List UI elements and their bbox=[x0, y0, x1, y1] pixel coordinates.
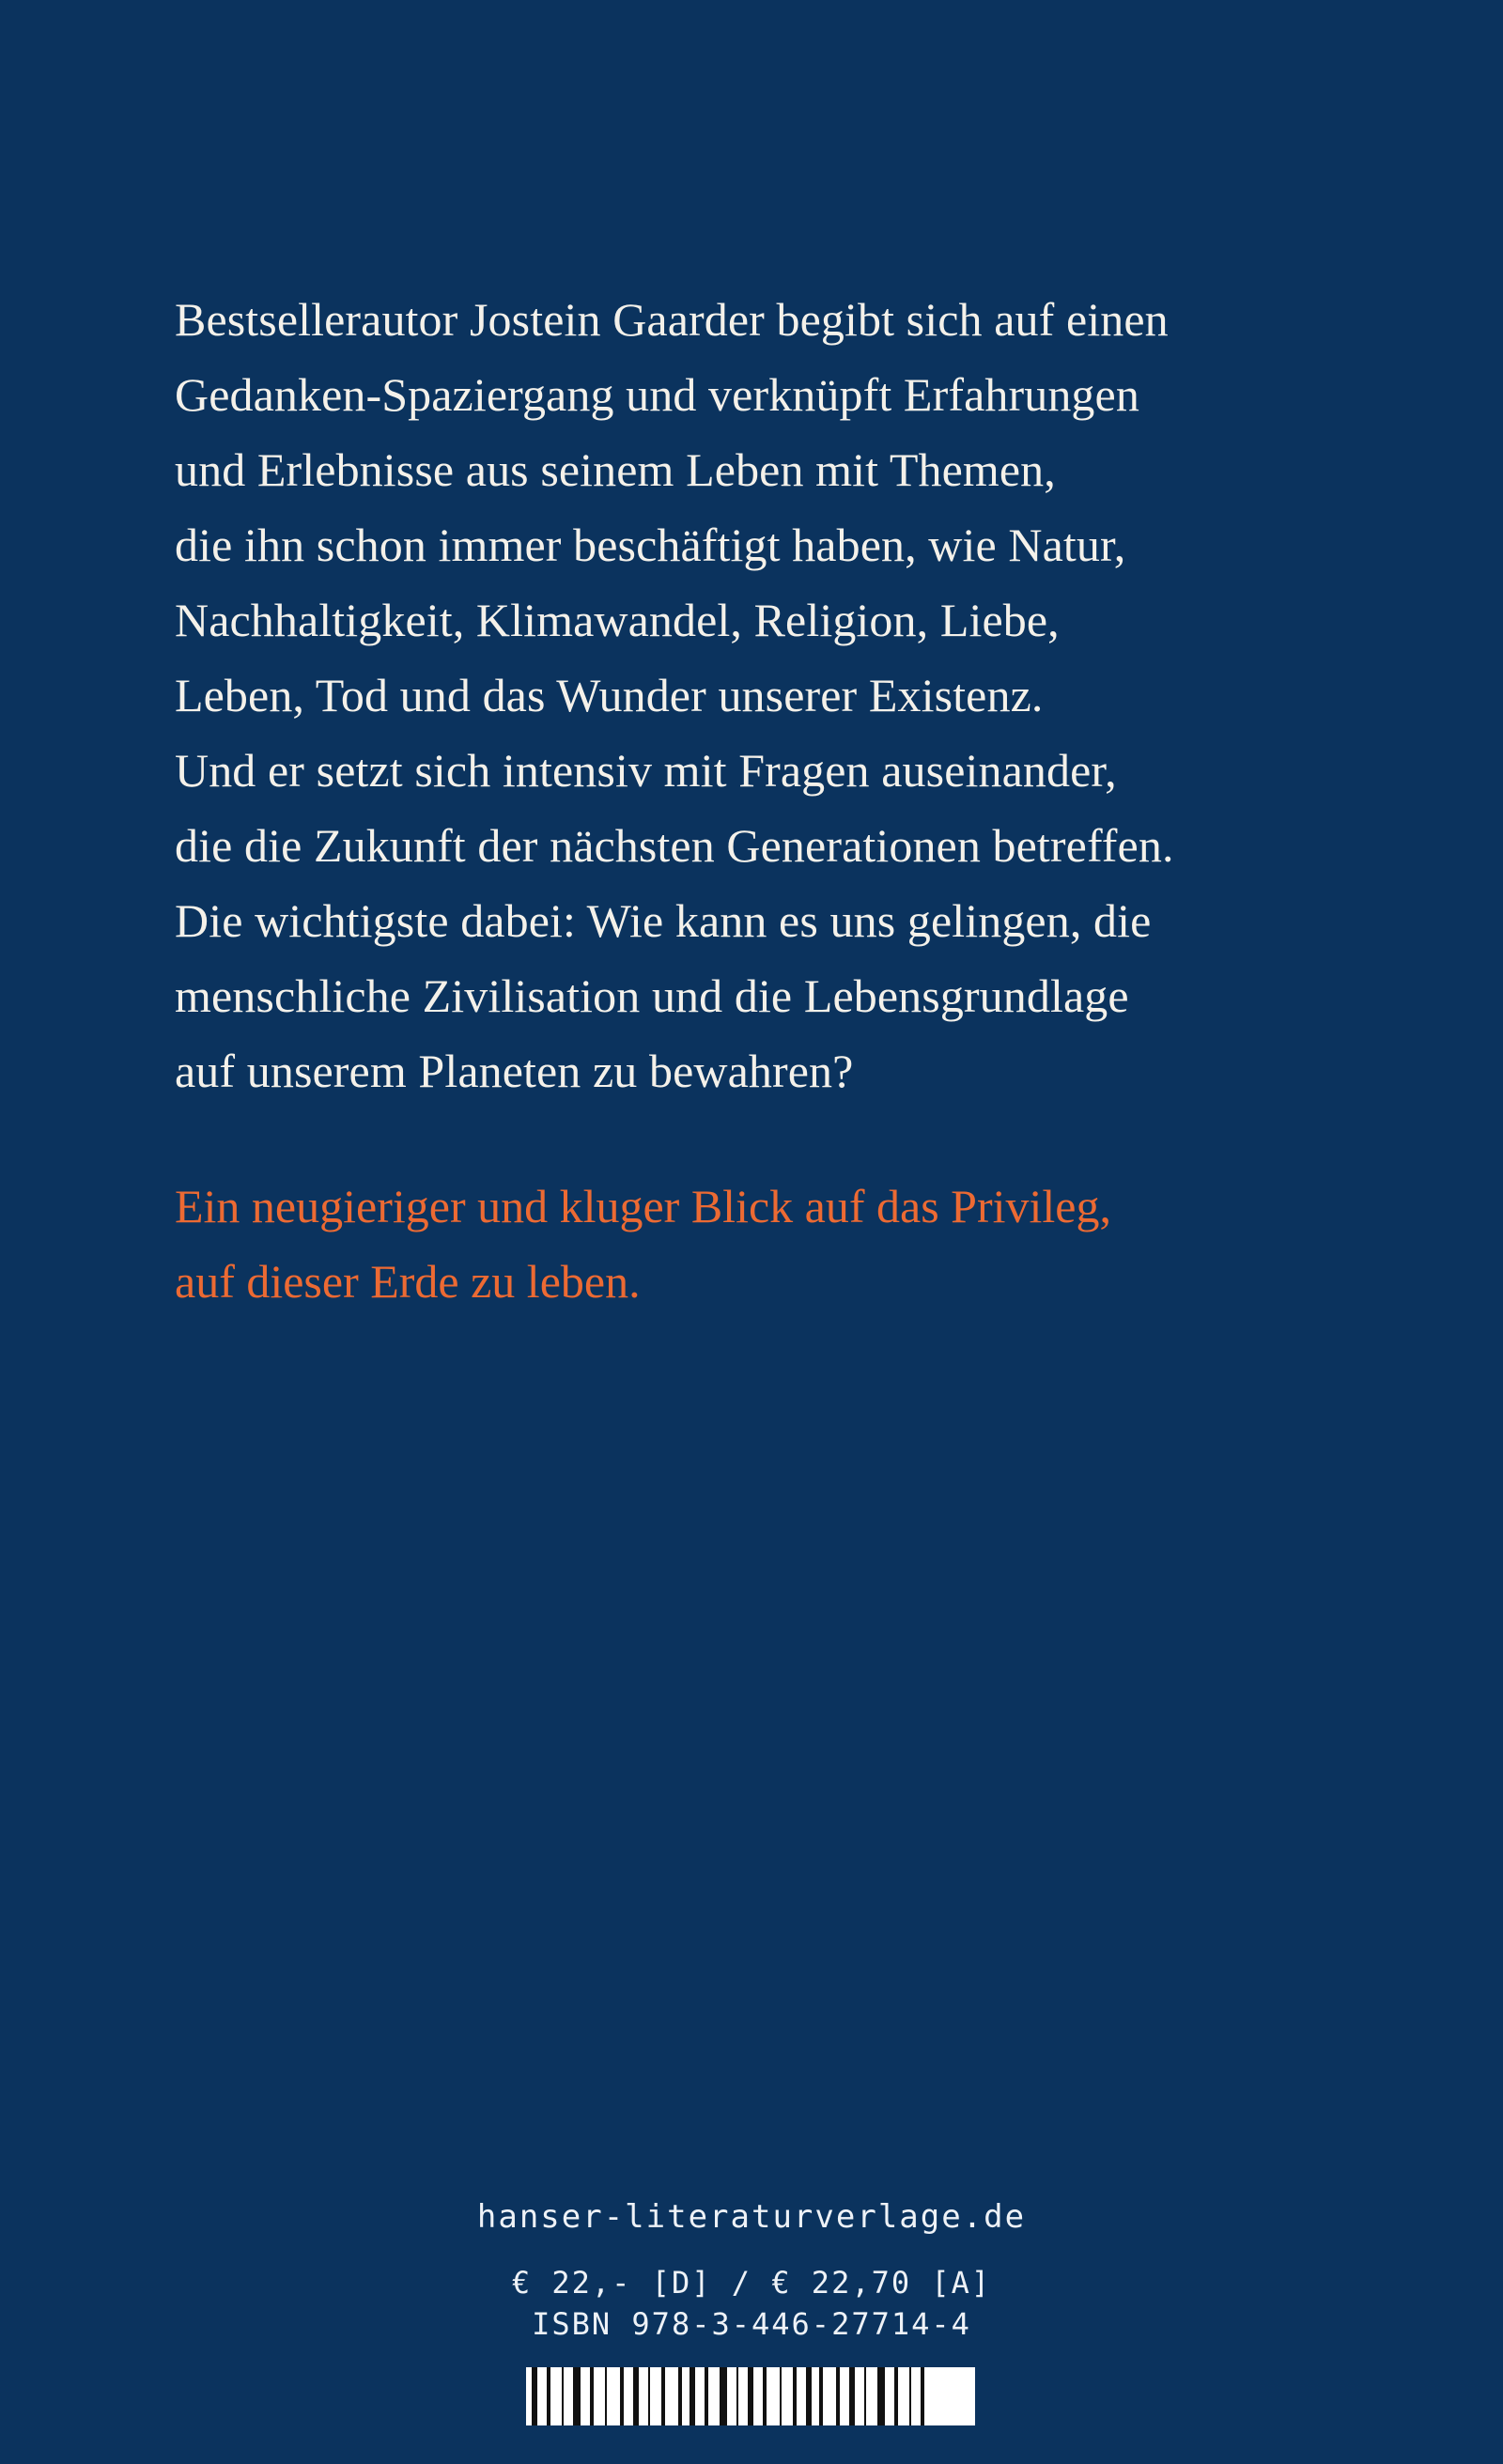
barcode-bar bbox=[532, 2367, 537, 2425]
blurb-line: Die wichtigste dabei: Wie kann es uns gelingen, die bbox=[175, 894, 1152, 947]
barcode-bar bbox=[720, 2367, 727, 2425]
barcode-bar bbox=[894, 2367, 898, 2425]
blurb-line: und Erlebnisse aus seinem Leben mit Themen, bbox=[175, 443, 1056, 496]
barcode-bar bbox=[763, 2367, 767, 2425]
barcode-bar bbox=[748, 2367, 753, 2425]
barcode-bar bbox=[705, 2367, 708, 2425]
book-blurb bbox=[175, 282, 1340, 1108]
barcode-bar bbox=[573, 2367, 581, 2425]
barcode-bar bbox=[736, 2367, 738, 2425]
blurb-line: die ihn schon immer beschäftigt haben, wie Natur, bbox=[175, 519, 1126, 571]
blurb-line: menschliche Zivilisation und die Lebensgrundlage bbox=[175, 969, 1129, 1022]
blurb-line: die die Zukunft der nächsten Generationen betreffen. bbox=[175, 819, 1174, 872]
publisher-website: hanser-literaturverlage.de bbox=[476, 2198, 1027, 2236]
barcode-bar bbox=[921, 2367, 924, 2425]
blurb-line: Leben, Tod und das Wunder unserer Existenz. bbox=[175, 669, 1044, 721]
price-info: € 22,- [D] / € 22,70 [A] bbox=[511, 2265, 992, 2301]
tagline-line: auf dieser Erde zu leben. bbox=[175, 1255, 641, 1308]
barcode-bar bbox=[877, 2367, 885, 2425]
barcode-bar bbox=[661, 2367, 665, 2425]
blurb-line: Nachhaltigkeit, Klimawandel, Religion, Liebe, bbox=[175, 594, 1060, 646]
blurb-line: Bestsellerautor Jostein Gaarder begibt sich auf einen bbox=[175, 293, 1169, 346]
highlight-tagline bbox=[175, 1169, 1340, 1319]
barcode-bar bbox=[678, 2367, 682, 2425]
tagline-line: Ein neugieriger und kluger Blick auf das Privileg, bbox=[175, 1180, 1111, 1232]
barcode-bar bbox=[819, 2367, 823, 2425]
barcode-bar bbox=[849, 2367, 855, 2425]
isbn-number: ISBN 978-3-446-27714-4 bbox=[532, 2306, 971, 2342]
barcode-bar bbox=[605, 2367, 607, 2425]
barcode-bar bbox=[780, 2367, 782, 2425]
barcode-bar bbox=[620, 2367, 624, 2425]
barcode-bar bbox=[806, 2367, 812, 2425]
barcode-bar bbox=[562, 2367, 564, 2425]
barcode-bar bbox=[648, 2367, 650, 2425]
blurb-line: auf unserem Planeten zu bewahren? bbox=[175, 1045, 854, 1097]
barcode-bar bbox=[690, 2367, 695, 2425]
barcode-bar bbox=[590, 2367, 594, 2425]
barcode-bar bbox=[547, 2367, 550, 2425]
barcode-bar bbox=[864, 2367, 866, 2425]
barcode-bar bbox=[836, 2367, 840, 2425]
blurb-line: Und er setzt sich intensiv mit Fragen auseinander, bbox=[175, 744, 1117, 797]
barcode-bar bbox=[633, 2367, 639, 2425]
barcode-bar bbox=[793, 2367, 797, 2425]
barcode-image bbox=[526, 2367, 975, 2425]
blurb-line: Gedanken-Spaziergang und verknüpft Erfahrungen bbox=[175, 368, 1139, 421]
barcode-bar bbox=[909, 2367, 911, 2425]
